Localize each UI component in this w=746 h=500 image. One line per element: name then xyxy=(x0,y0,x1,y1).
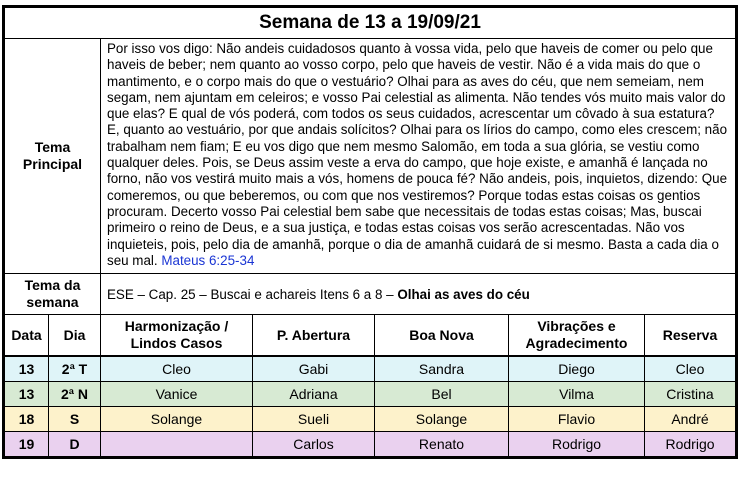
row-cell: Vilma xyxy=(509,382,645,407)
tema-principal-label xyxy=(5,39,101,274)
row-data: 18 xyxy=(5,407,49,432)
column-header-reserva: Reserva xyxy=(645,315,736,357)
table-row xyxy=(5,382,736,407)
column-header-dia: Dia xyxy=(49,315,101,357)
row-cell: Cristina xyxy=(645,382,736,407)
table-row xyxy=(5,407,736,432)
row-dia: 2ª T xyxy=(49,356,101,382)
column-header-abertura: P. Abertura xyxy=(253,315,375,357)
row-dia: D xyxy=(49,432,101,457)
row-cell: Diego xyxy=(509,356,645,382)
row-cell: Rodrigo xyxy=(509,432,645,457)
tema-semana-row xyxy=(5,274,736,315)
row-cell: Carlos xyxy=(253,432,375,457)
row-cell: Vanice xyxy=(101,382,253,407)
row-cell: Sandra xyxy=(375,356,509,382)
row-cell: Sueli xyxy=(253,407,375,432)
tema-semana-label-line2: semana xyxy=(26,294,79,311)
row-cell xyxy=(101,432,253,457)
row-dia: 2ª N xyxy=(49,382,101,407)
row-cell: Cleo xyxy=(645,356,736,382)
tema-semana-bold: Olhai as aves do céu xyxy=(397,286,530,302)
column-header-row xyxy=(5,315,736,357)
page-title: Semana de 13 a 19/09/21 xyxy=(5,8,736,39)
row-data: 13 xyxy=(5,356,49,382)
column-header-harmonizacao: Harmonização / Lindos Casos xyxy=(101,315,253,357)
row-cell: Bel xyxy=(375,382,509,407)
tema-semana-text-cell xyxy=(101,274,736,315)
schedule-table xyxy=(4,7,736,457)
row-cell: Gabi xyxy=(253,356,375,382)
column-header-vibracoes: Vibrações e Agradecimento xyxy=(509,315,645,357)
tema-principal-text: Por isso vos digo: Não andeis cuidadosos quanto à vossa vida, pelo que haveis de comer ou pelo que haveis de beber; nem quanto ao vosso corpo, pelo que haveis de vestir. Não é a vida mais do que o mantimento, e o corpo mais do que o vestuário? Olhai para as aves do céu, que nem semeiam, nem segam, nem ajuntam em celeiros; e vosso Pai celestial as alimenta. Não tendes vós muito mais valor do que elas? E qual de vós poderá, com todos os seus cuidados, acrescentar um côvado à sua estatura? E, quanto ao vestuário, por que andais solícitos? Olhai para os lírios do campo, como eles crescem; não trabalham nem fiam; E eu vos digo que nem mesmo Salomão, em toda a sua glória, se vestiu como qualquer deles. Pois, se Deus assim veste a erva do campo, que hoje existe, e amanhã é lançada no forno, não vos vestirá muito mais a vós, homens de pouca fé? Não andeis, pois, inquietos, dizendo: Que comeremos, ou que beberemos, ou com que nos vestiremos? Porque todas estas coisas os gentios procuram. Decerto vosso Pai celestial bem sabe que necessitais de todas estas coisas; Mas, buscai primeiro o reino de Deus, e a sua justiça, e todas estas coisas vos serão acrescentadas. Não vos inquieteis, pois, pelo dia de amanhã, porque o dia de amanhã cuidará de si mesmo. Basta a cada dia o seu mal. xyxy=(107,41,728,268)
table-row xyxy=(5,356,736,382)
row-cell: Solange xyxy=(101,407,253,432)
tema-principal-text-cell xyxy=(101,39,736,274)
tema-semana-label xyxy=(5,274,101,315)
row-cell: André xyxy=(645,407,736,432)
row-cell: Flavio xyxy=(509,407,645,432)
row-data: 19 xyxy=(5,432,49,457)
tema-principal-label-line1: Tema xyxy=(34,139,71,156)
tema-semana-label-line1: Tema da xyxy=(24,277,81,294)
tema-principal-row xyxy=(5,39,736,274)
tema-principal-reference: Mateus 6:25-34 xyxy=(161,252,255,268)
tema-semana-text: ESE – Cap. 25 – Buscai e achareis Itens 6 a 8 – xyxy=(107,286,398,302)
column-header-boa-nova: Boa Nova xyxy=(375,315,509,357)
tema-principal-label-line2: Principal xyxy=(22,156,83,173)
schedule-sheet xyxy=(2,5,738,459)
table-row xyxy=(5,432,736,457)
row-cell: Renato xyxy=(375,432,509,457)
row-dia: S xyxy=(49,407,101,432)
row-cell: Cleo xyxy=(101,356,253,382)
row-cell: Adriana xyxy=(253,382,375,407)
row-cell: Solange xyxy=(375,407,509,432)
column-header-data: Data xyxy=(5,315,49,357)
row-cell: Rodrigo xyxy=(645,432,736,457)
row-data: 13 xyxy=(5,382,49,407)
